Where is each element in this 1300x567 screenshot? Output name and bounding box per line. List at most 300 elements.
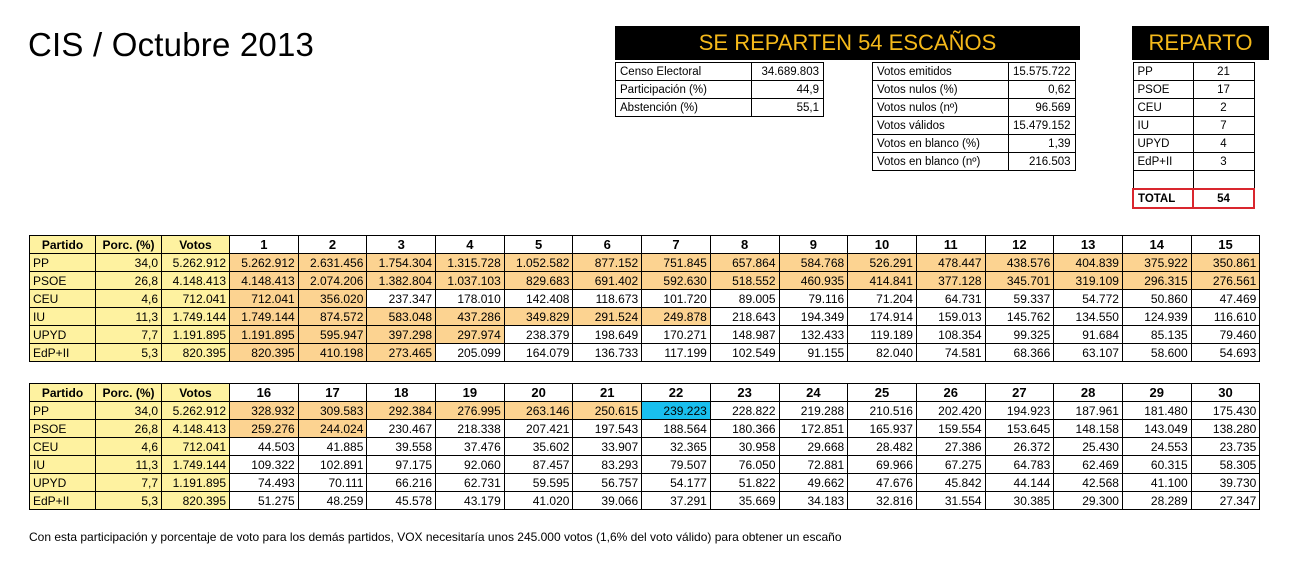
quotient-cell: 99.325	[985, 326, 1054, 344]
quotient-cell: 70.111	[298, 474, 367, 492]
quotient-cell: 62.731	[436, 474, 505, 492]
quotient-cell: 751.845	[642, 254, 711, 272]
seat-header: 10	[848, 236, 917, 254]
seat-header: 25	[848, 384, 917, 402]
table-row	[1133, 171, 1254, 190]
quotient-cell: 319.109	[1054, 272, 1123, 290]
quotient-cell: 27.347	[1191, 492, 1260, 510]
quotient-cell: 116.610	[1191, 308, 1260, 326]
quotient-cell: 64.783	[985, 456, 1054, 474]
quotient-cell: 5.262.912	[230, 254, 299, 272]
seat-header: 7	[642, 236, 711, 254]
header-row	[30, 236, 1260, 254]
quotient-cell: 117.199	[642, 344, 711, 362]
quotient-cell: 404.839	[1054, 254, 1123, 272]
abstention-label: Abstención (%)	[616, 99, 752, 117]
quotient-cell: 4.148.413	[230, 272, 299, 290]
info-label: Votos nulos (nº)	[873, 99, 1009, 117]
quotient-cell: 39.730	[1191, 474, 1260, 492]
info-value: 1,39	[1009, 135, 1076, 153]
table-row	[30, 344, 1260, 362]
seat-header: 14	[1122, 236, 1191, 254]
quotient-cell: 28.482	[848, 438, 917, 456]
quotient-cell: 109.322	[230, 456, 299, 474]
quotient-cell: 30.385	[985, 492, 1054, 510]
quotient-cell: 43.179	[436, 492, 505, 510]
participation-value: 44,9	[752, 81, 824, 99]
col-header-votes: Votos	[162, 236, 230, 254]
quotient-cell: 83.293	[573, 456, 642, 474]
reparto-seats: 21	[1193, 63, 1254, 81]
seat-header: 12	[985, 236, 1054, 254]
quotient-cell: 1.382.804	[367, 272, 436, 290]
quotient-cell: 1.749.144	[230, 308, 299, 326]
quotient-cell: 64.731	[916, 290, 985, 308]
quotient-cell: 309.583	[298, 402, 367, 420]
party-votes: 5.262.912	[162, 254, 230, 272]
quotient-cell: 42.568	[1054, 474, 1123, 492]
quotient-cell: 72.881	[779, 456, 848, 474]
quotient-cell: 145.762	[985, 308, 1054, 326]
quotient-cell: 219.288	[779, 402, 848, 420]
quotient-cell: 44.503	[230, 438, 299, 456]
quotient-cell: 165.937	[848, 420, 917, 438]
quotient-cell: 460.935	[779, 272, 848, 290]
quotient-cell: 68.366	[985, 344, 1054, 362]
quotient-cell: 148.158	[1054, 420, 1123, 438]
quotient-cell: 584.768	[779, 254, 848, 272]
quotient-cell: 71.204	[848, 290, 917, 308]
party-name: PP	[30, 402, 96, 420]
table-row	[30, 290, 1260, 308]
seat-header: 29	[1122, 384, 1191, 402]
quotient-cell: 32.365	[642, 438, 711, 456]
quotient-cell: 143.049	[1122, 420, 1191, 438]
quotient-cell: 50.860	[1122, 290, 1191, 308]
seat-header: 3	[367, 236, 436, 254]
quotient-cell: 47.469	[1191, 290, 1260, 308]
party-votes: 712.041	[162, 290, 230, 308]
party-name: UPYD	[30, 474, 96, 492]
reparto-party	[1133, 171, 1193, 190]
quotient-cell: 142.408	[504, 290, 573, 308]
party-pct: 11,3	[96, 456, 162, 474]
table-row	[616, 99, 824, 117]
quotient-cell: 159.013	[916, 308, 985, 326]
seat-header: 30	[1191, 384, 1260, 402]
quotient-cell: 27.386	[916, 438, 985, 456]
quotient-cell: 79.116	[779, 290, 848, 308]
quotient-cell: 197.543	[573, 420, 642, 438]
info-value: 15.479.152	[1009, 117, 1076, 135]
quotient-cell: 583.048	[367, 308, 436, 326]
quotient-cell: 102.549	[710, 344, 779, 362]
seat-header: 8	[710, 236, 779, 254]
total-value: 54	[1193, 189, 1254, 208]
quotient-cell: 377.128	[916, 272, 985, 290]
info-label: Votos emitidos	[873, 63, 1009, 81]
seat-header: 13	[1054, 236, 1123, 254]
quotient-cell: 39.558	[367, 438, 436, 456]
quotient-cell: 437.286	[436, 308, 505, 326]
quotient-cell: 239.223	[642, 402, 711, 420]
party-name: EdP+II	[30, 344, 96, 362]
quotient-cell: 178.010	[436, 290, 505, 308]
quotient-cell: 62.469	[1054, 456, 1123, 474]
info-label: Votos en blanco (nº)	[873, 153, 1009, 171]
quotient-cell: 28.289	[1122, 492, 1191, 510]
table-row	[30, 456, 1260, 474]
quotient-cell: 202.420	[916, 402, 985, 420]
col-header-party: Partido	[30, 384, 96, 402]
quotient-cell: 250.615	[573, 402, 642, 420]
seat-header: 5	[504, 236, 573, 254]
table-row	[616, 63, 824, 81]
reparto-seats: 2	[1193, 99, 1254, 117]
info-value: 216.503	[1009, 153, 1076, 171]
party-name: EdP+II	[30, 492, 96, 510]
seat-header: 18	[367, 384, 436, 402]
quotient-cell: 132.433	[779, 326, 848, 344]
party-name: UPYD	[30, 326, 96, 344]
quotient-cell: 1.037.103	[436, 272, 505, 290]
quotient-cell: 174.914	[848, 308, 917, 326]
table-row	[30, 272, 1260, 290]
quotient-cell: 592.630	[642, 272, 711, 290]
quotient-cell: 30.958	[710, 438, 779, 456]
seat-header: 27	[985, 384, 1054, 402]
quotient-cell: 712.041	[230, 290, 299, 308]
quotient-cell: 187.961	[1054, 402, 1123, 420]
table-row	[30, 402, 1260, 420]
header-row	[30, 384, 1260, 402]
table-row	[616, 81, 824, 99]
quotient-cell: 820.395	[230, 344, 299, 362]
quotient-cell: 328.932	[230, 402, 299, 420]
col-header-party: Partido	[30, 236, 96, 254]
dhondt-table-2	[29, 383, 1260, 510]
party-pct: 34,0	[96, 402, 162, 420]
table-row	[873, 81, 1076, 99]
table-row	[1133, 63, 1254, 81]
quotient-cell: 69.966	[848, 456, 917, 474]
quotient-cell: 478.447	[916, 254, 985, 272]
quotient-cell: 829.683	[504, 272, 573, 290]
quotient-cell: 89.005	[710, 290, 779, 308]
party-name: PP	[30, 254, 96, 272]
col-header-votes: Votos	[162, 384, 230, 402]
quotient-cell: 56.757	[573, 474, 642, 492]
col-header-pct: Porc. (%)	[96, 384, 162, 402]
reparto-seats: 3	[1193, 153, 1254, 171]
table-row	[1133, 99, 1254, 117]
reparto-party: PP	[1133, 63, 1193, 81]
seat-header: 9	[779, 236, 848, 254]
table-row	[1133, 135, 1254, 153]
seats-banner: SE REPARTEN 54 ESCAÑOS	[615, 26, 1080, 60]
reparto-seats: 17	[1193, 81, 1254, 99]
quotient-cell: 210.516	[848, 402, 917, 420]
table-row	[30, 438, 1260, 456]
info-value: 0,62	[1009, 81, 1076, 99]
quotient-cell: 82.040	[848, 344, 917, 362]
quotient-cell: 74.493	[230, 474, 299, 492]
table-row	[873, 63, 1076, 81]
quotient-cell: 102.891	[298, 456, 367, 474]
quotient-cell: 74.581	[916, 344, 985, 362]
quotient-cell: 101.720	[642, 290, 711, 308]
quotient-cell: 691.402	[573, 272, 642, 290]
quotient-cell: 44.144	[985, 474, 1054, 492]
quotient-cell: 47.676	[848, 474, 917, 492]
seat-header: 21	[573, 384, 642, 402]
total-row	[1133, 189, 1254, 208]
quotient-cell: 91.684	[1054, 326, 1123, 344]
table-row	[30, 326, 1260, 344]
quotient-cell: 60.315	[1122, 456, 1191, 474]
dhondt-table-1	[29, 235, 1260, 362]
seat-header: 23	[710, 384, 779, 402]
quotient-cell: 85.135	[1122, 326, 1191, 344]
party-pct: 5,3	[96, 344, 162, 362]
party-pct: 34,0	[96, 254, 162, 272]
participation-label: Participación (%)	[616, 81, 752, 99]
quotient-cell: 874.572	[298, 308, 367, 326]
quotient-cell: 218.643	[710, 308, 779, 326]
quotient-cell: 276.995	[436, 402, 505, 420]
quotient-cell: 24.553	[1122, 438, 1191, 456]
party-name: IU	[30, 308, 96, 326]
table-row	[1133, 153, 1254, 171]
party-votes: 1.191.895	[162, 474, 230, 492]
quotient-cell: 345.701	[985, 272, 1054, 290]
votes-info-table	[872, 62, 1076, 171]
quotient-cell: 238.379	[504, 326, 573, 344]
quotient-cell: 194.923	[985, 402, 1054, 420]
quotient-cell: 49.662	[779, 474, 848, 492]
quotient-cell: 59.337	[985, 290, 1054, 308]
party-name: IU	[30, 456, 96, 474]
quotient-cell: 518.552	[710, 272, 779, 290]
quotient-cell: 276.561	[1191, 272, 1260, 290]
seat-header: 20	[504, 384, 573, 402]
quotient-cell: 63.107	[1054, 344, 1123, 362]
quotient-cell: 228.822	[710, 402, 779, 420]
party-pct: 26,8	[96, 272, 162, 290]
quotient-cell: 54.772	[1054, 290, 1123, 308]
quotient-cell: 877.152	[573, 254, 642, 272]
quotient-cell: 188.564	[642, 420, 711, 438]
quotient-cell: 39.066	[573, 492, 642, 510]
table-row	[1133, 117, 1254, 135]
quotient-cell: 29.300	[1054, 492, 1123, 510]
table-row	[30, 420, 1260, 438]
seat-header: 6	[573, 236, 642, 254]
party-votes: 1.749.144	[162, 308, 230, 326]
table-row	[873, 117, 1076, 135]
quotient-cell: 291.524	[573, 308, 642, 326]
quotient-cell: 136.733	[573, 344, 642, 362]
party-pct: 26,8	[96, 420, 162, 438]
quotient-cell: 108.354	[916, 326, 985, 344]
quotient-cell: 45.842	[916, 474, 985, 492]
seat-header: 1	[230, 236, 299, 254]
quotient-cell: 296.315	[1122, 272, 1191, 290]
reparto-party: PSOE	[1133, 81, 1193, 99]
quotient-cell: 54.177	[642, 474, 711, 492]
quotient-cell: 59.595	[504, 474, 573, 492]
party-votes: 1.191.895	[162, 326, 230, 344]
quotient-cell: 54.693	[1191, 344, 1260, 362]
quotient-cell: 76.050	[710, 456, 779, 474]
quotient-cell: 397.298	[367, 326, 436, 344]
party-name: CEU	[30, 290, 96, 308]
quotient-cell: 124.939	[1122, 308, 1191, 326]
quotient-cell: 33.907	[573, 438, 642, 456]
quotient-cell: 230.467	[367, 420, 436, 438]
quotient-cell: 164.079	[504, 344, 573, 362]
party-votes: 820.395	[162, 344, 230, 362]
quotient-cell: 2.631.456	[298, 254, 367, 272]
quotient-cell: 45.578	[367, 492, 436, 510]
seat-header: 26	[916, 384, 985, 402]
quotient-cell: 29.668	[779, 438, 848, 456]
quotient-cell: 205.099	[436, 344, 505, 362]
quotient-cell: 91.155	[779, 344, 848, 362]
party-pct: 4,6	[96, 290, 162, 308]
quotient-cell: 263.146	[504, 402, 573, 420]
quotient-cell: 1.052.582	[504, 254, 573, 272]
quotient-cell: 25.430	[1054, 438, 1123, 456]
quotient-cell: 58.600	[1122, 344, 1191, 362]
quotient-cell: 375.922	[1122, 254, 1191, 272]
quotient-cell: 181.480	[1122, 402, 1191, 420]
party-name: PSOE	[30, 420, 96, 438]
seat-header: 24	[779, 384, 848, 402]
reparto-party: UPYD	[1133, 135, 1193, 153]
abstention-value: 55,1	[752, 99, 824, 117]
quotient-cell: 438.576	[985, 254, 1054, 272]
quotient-cell: 175.430	[1191, 402, 1260, 420]
party-votes: 712.041	[162, 438, 230, 456]
census-table	[615, 62, 824, 117]
quotient-cell: 79.507	[642, 456, 711, 474]
quotient-cell: 35.602	[504, 438, 573, 456]
quotient-cell: 119.189	[848, 326, 917, 344]
quotient-cell: 48.259	[298, 492, 367, 510]
quotient-cell: 198.649	[573, 326, 642, 344]
quotient-cell: 159.554	[916, 420, 985, 438]
quotient-cell: 259.276	[230, 420, 299, 438]
reparto-banner: REPARTO	[1132, 26, 1269, 60]
quotient-cell: 249.878	[642, 308, 711, 326]
table-row	[30, 492, 1260, 510]
footnote: Con esta participación y porcentaje de voto para los demás partidos, VOX necesitaría unos 245.000 votos (1,6% del voto válido) para obtener un escaño	[29, 530, 842, 544]
table-row	[873, 135, 1076, 153]
seat-header: 16	[230, 384, 299, 402]
quotient-cell: 148.987	[710, 326, 779, 344]
party-pct: 11,3	[96, 308, 162, 326]
seat-header: 22	[642, 384, 711, 402]
quotient-cell: 32.816	[848, 492, 917, 510]
quotient-cell: 153.645	[985, 420, 1054, 438]
party-name: PSOE	[30, 272, 96, 290]
quotient-cell: 35.669	[710, 492, 779, 510]
table-row	[1133, 81, 1254, 99]
quotient-cell: 356.020	[298, 290, 367, 308]
quotient-cell: 67.275	[916, 456, 985, 474]
census-value: 34.689.803	[752, 63, 824, 81]
quotient-cell: 297.974	[436, 326, 505, 344]
table-row	[873, 99, 1076, 117]
reparto-party: IU	[1133, 117, 1193, 135]
quotient-cell: 1.754.304	[367, 254, 436, 272]
quotient-cell: 292.384	[367, 402, 436, 420]
quotient-cell: 31.554	[916, 492, 985, 510]
reparto-table	[1132, 62, 1255, 209]
party-votes: 820.395	[162, 492, 230, 510]
quotient-cell: 37.291	[642, 492, 711, 510]
seat-header: 19	[436, 384, 505, 402]
party-name: CEU	[30, 438, 96, 456]
quotient-cell: 134.550	[1054, 308, 1123, 326]
quotient-cell: 26.372	[985, 438, 1054, 456]
quotient-cell: 37.476	[436, 438, 505, 456]
census-label: Censo Electoral	[616, 63, 752, 81]
table-row	[30, 254, 1260, 272]
quotient-cell: 1.191.895	[230, 326, 299, 344]
quotient-cell: 218.338	[436, 420, 505, 438]
reparto-seats	[1193, 171, 1254, 190]
quotient-cell: 34.183	[779, 492, 848, 510]
seat-header: 11	[916, 236, 985, 254]
party-pct: 7,7	[96, 326, 162, 344]
seat-header: 28	[1054, 384, 1123, 402]
quotient-cell: 41.885	[298, 438, 367, 456]
quotient-cell: 172.851	[779, 420, 848, 438]
quotient-cell: 170.271	[642, 326, 711, 344]
party-votes: 5.262.912	[162, 402, 230, 420]
total-label: TOTAL	[1133, 189, 1193, 208]
quotient-cell: 1.315.728	[436, 254, 505, 272]
quotient-cell: 41.020	[504, 492, 573, 510]
party-votes: 1.749.144	[162, 456, 230, 474]
quotient-cell: 2.074.206	[298, 272, 367, 290]
party-votes: 4.148.413	[162, 272, 230, 290]
party-votes: 4.148.413	[162, 420, 230, 438]
quotient-cell: 97.175	[367, 456, 436, 474]
quotient-cell: 657.864	[710, 254, 779, 272]
seat-header: 17	[298, 384, 367, 402]
quotient-cell: 66.216	[367, 474, 436, 492]
quotient-cell: 51.275	[230, 492, 299, 510]
page-title: CIS / Octubre 2013	[28, 26, 315, 63]
quotient-cell: 180.366	[710, 420, 779, 438]
quotient-cell: 41.100	[1122, 474, 1191, 492]
reparto-party: CEU	[1133, 99, 1193, 117]
quotient-cell: 118.673	[573, 290, 642, 308]
quotient-cell: 595.947	[298, 326, 367, 344]
seat-header: 15	[1191, 236, 1260, 254]
quotient-cell: 207.421	[504, 420, 573, 438]
reparto-seats: 7	[1193, 117, 1254, 135]
info-value: 15.575.722	[1009, 63, 1076, 81]
quotient-cell: 237.347	[367, 290, 436, 308]
reparto-seats: 4	[1193, 135, 1254, 153]
quotient-cell: 410.198	[298, 344, 367, 362]
info-value: 96.569	[1009, 99, 1076, 117]
quotient-cell: 350.861	[1191, 254, 1260, 272]
